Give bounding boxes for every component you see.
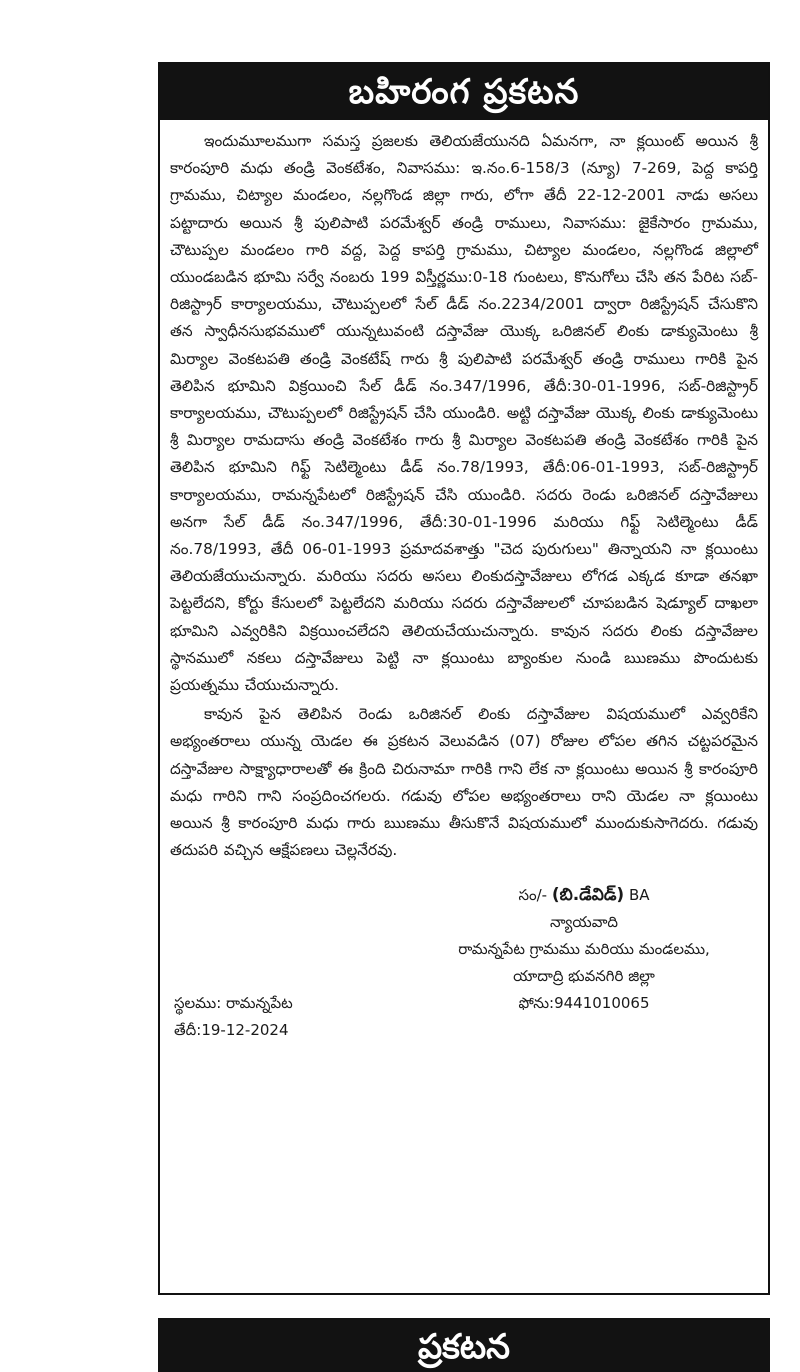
signature-block (170, 882, 758, 1072)
notice-body (160, 120, 768, 1072)
public-notice (158, 62, 770, 1295)
place-date (174, 990, 293, 1044)
notice-title: బహిరంగ ప్రకటన (160, 64, 768, 120)
advocate-name: (బి.డేవిడ్) (551, 885, 625, 906)
notice-place: స్థలము: రామన్నపేట (174, 994, 293, 1013)
advocate-address-line2: యాదాద్రి భువనగిరి జిల్లా (513, 967, 655, 986)
advocate-address-line1: రామన్నపేట గ్రామము మరియు మండలము, (458, 940, 710, 959)
signature-prefix: సం/- (518, 886, 548, 905)
notice-paragraph-1: ఇందుమూలముగా సమస్త ప్రజలకు తెలియజేయునది ఏమనగా, నా క్లయింట్ అయిన శ్రీ కారంపూరి మధు తండ్రి వెంకటేశం, నివాసము: ఇ.నం.6-158/3 (న్యూ) 7-269, పెద్ద కాపర్తి గ్రామము, చిట్యాల మండలం, నల్లగొండ జిల్లా గారు, లోగా తేదీ 22-12-2001 నాడు అసలు పట్టాదారు అయిన శ్రీ పులిపాటి పరమేశ్వర్ తండ్రి రాములు, నివాసము: జైకేసారం గ్రామము, చౌటుప్పల మండలం గారి వద్ద, పెద్ద కాపర్తి గ్రామము, చిట్యాల మండలం, నల్లగొండ జిల్లాలో యుండబడిన భూమి సర్వే నంబరు 199 విస్తీర్ణము:0-18 గుంటలు, కొనుగోలు చేసి తన పేరిట సబ్-రిజిస్ట్రార్ కార్యాలయము, చౌటుప్పలలో సేల్ డీడ్ నం.2234/2001 ద్వారా రిజిస్ట్రేషన్ చేసుకొని తన స్వాధీనసుభవములో యున్నటువంటి దస్తావేజు యొక్క ఒరిజినల్ లింకు డాక్యుమెంటు శ్రీ మిర్యాల వెంకటపతి తండ్రి వెంకటేష్ గారు శ్రీ పులిపాటి పరమేశ్వర్ తండ్రి రాములు గారికి పైన తెలిపిన భూమిని విక్రయించి సేల్ డీడ్ నం.347/1996, తేదీ:30-01-1996, సబ్-రిజిస్ట్రార్ కార్యాలయము, చౌటుప్పలలో రిజిస్ట్రేషన్ చేసి యుండిరి. అట్టి దస్తావేజు యొక్క లింకు డాక్యుమెంటు శ్రీ మిర్యాల రామదాసు తండ్రి వెంకటేశం గారు శ్రీ మిర్యాల వెంకటపతి తండ్రి వెంకటేశం గారికి పైన తెలిపిన భూమిని గిఫ్ట్ సెటిల్మెంటు డీడ్ నం.78/1993, తేదీ:06-01-1993, సబ్-రిజిస్ట్రార్ కార్యాలయము, రామన్నపేటలో రిజిస్ట్రేషన్ చేసి యుండిరి. సదరు రెండు ఒరిజినల్ దస్తావేజులు అనగా సేల్ డీడ్ నం.347/1996, తేదీ:30-01-1996 మరియు గిఫ్ట్ సెటిల్మెంటు డీడ్ నం.78/1993, తేదీ 06-01-1993 ప్రమాదవశాత్తు "చెద పురుగులు" తిన్నాయని నా క్లయింటు తెలియజేయుచున్నారు. మరియు సదరు అసలు లింకుదస్తావేజులు లోగడ ఎక్కడ కూడా తనఖా పెట్టలేదని, కోర్టు కేసులలో పెట్టలేదని మరియు సదరు దస్తావేజులలో చూపబడిన షెడ్యూల్ దాఖలా భూమిని ఎవ్వరికిని విక్రయించలేదని తెలియచేయుచున్నారు. కావున సదరు లింకు దస్తావేజుల స్థానములో నకలు దస్తావేజులు పెట్టి నా క్లయింటు బ్యాంకుల నుండి ఋణము పొందుటకు ప్రయత్నము చేయుచున్నారు. (170, 132, 758, 695)
advocate-phone: ఫోను:9441010065 (518, 994, 650, 1013)
notice-date: తేదీ:19-12-2024 (174, 1021, 289, 1040)
advocate-designation: న్యాయవాది (549, 913, 619, 932)
next-notice-header: ప్రకటన (158, 1318, 770, 1372)
notice-paragraph-2: కావున పైన తెలిపిన రెండు ఒరిజినల్ లింకు దస్తావేజుల విషయములో ఎవ్వరికేని అభ్యంతరాలు యున్న యెడల ఈ ప్రకటన వెలువడిన (07) రోజుల లోపల తగిన చట్టపరమైన దస్తావేజుల సాక్ష్యాధారాలతో ఈ క్రింది చిరునామా గారికి గాని లేక నా క్లయింటు అయిన శ్రీ కారంపూరి మధు గారిని గాని సంప్రదించగలరు. గడువు లోపల అభ్యంతరాలు రాని యెడల నా క్లయింటు అయిన శ్రీ కారంపూరి మధు గారు ఋణము తీసుకొనే విషయములో ముందుకుసాగెదరు. గడువు తదుపరి వచ్చిన ఆక్షేపణలు చెల్లనేరవు. (170, 705, 758, 860)
signature-line (424, 882, 744, 909)
advocate-details (424, 882, 744, 1017)
advocate-degree: BA (628, 886, 650, 905)
